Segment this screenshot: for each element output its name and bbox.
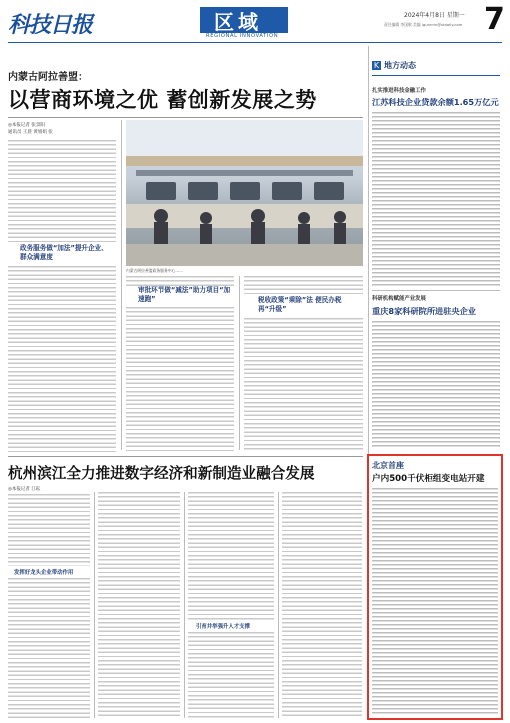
lead-col3-text-a xyxy=(244,276,363,294)
credits: 责任编辑 李国敏 美编 lgunmin@stdaily.com xyxy=(384,22,463,27)
sidebar-rule xyxy=(372,75,500,76)
sidebar-tag: 地方动态 xyxy=(384,61,416,70)
section-subtitle: REGIONAL INNOVATION xyxy=(206,33,279,39)
issue-date: 2024年4月8日 星期一 xyxy=(404,12,465,19)
page-number: 7 xyxy=(484,2,505,37)
bottom-col3-text-b xyxy=(188,632,274,718)
sidebar-tag-icon: K xyxy=(373,61,380,70)
col-divider xyxy=(121,120,122,450)
lead-col2-text-b xyxy=(126,307,234,452)
col-divider xyxy=(239,276,240,450)
section-title: 区域 xyxy=(214,10,262,34)
bottom-col1-text-a xyxy=(8,494,90,566)
col-divider xyxy=(278,492,279,718)
sidebar-divider xyxy=(372,290,500,291)
lead-col1-text-b xyxy=(8,266,116,452)
lead-byline-2: 通讯员 王晨 黄娟娟 张 xyxy=(8,130,53,135)
bottom-byline: ◎本报记者 江耘 xyxy=(8,487,41,492)
bottom-col3-text-a xyxy=(188,492,274,620)
col-divider xyxy=(94,492,95,718)
lead-kicker: 内蒙古阿拉善盟： xyxy=(8,72,88,83)
sidebar-item1-text xyxy=(372,112,500,288)
highlight-title: 户内500千伏柜组变电站开建 xyxy=(372,474,485,484)
lead-col3-text-b xyxy=(244,318,363,452)
bottom-subhead-1: 发挥好龙头企业带动作用 xyxy=(14,570,74,576)
sidebar-item1-kicker: 扎实推进科技金融工作 xyxy=(372,88,426,94)
photo-illustration xyxy=(126,120,363,266)
bottom-col1-text-b xyxy=(8,578,90,718)
photo-caption: 内蒙古阿拉善盟政务服务中心…… xyxy=(126,268,183,273)
lead-col1-text-a xyxy=(8,140,116,242)
bottom-story-rule xyxy=(8,456,363,457)
newspaper-logo: 科技日报 xyxy=(8,13,93,38)
highlight-text xyxy=(372,488,498,716)
sidebar-item2-title: 重庆8家科研院所进驻央企业 xyxy=(372,306,476,316)
lead-photo xyxy=(126,120,363,266)
lead-subhead-3: 税收政策“乘除”法 便民办税再“升级” xyxy=(258,296,342,313)
lead-byline: ◎本报记者 张景阳 xyxy=(8,123,45,128)
lead-headline: 以营商环境之优 蓄创新发展之势 xyxy=(8,88,317,112)
bottom-headline: 杭州滨江全力推进数字经济和新制造业融合发展 xyxy=(8,465,315,482)
lead-col2-text-a xyxy=(126,276,234,286)
sidebar-item2-kicker: 科研机构赋能产业发展 xyxy=(372,296,426,302)
lead-rule xyxy=(8,117,363,118)
bottom-subhead-2: 引育并举强升人才支撑 xyxy=(196,624,250,630)
masthead-rule xyxy=(8,42,502,43)
bottom-col2-text xyxy=(98,492,180,718)
lead-subhead-1: 政务服务做“加法”提升企业、群众满意度 xyxy=(20,244,108,261)
highlight-kicker: 北京首座 xyxy=(372,461,404,470)
sidebar-item1-title: 江苏科技企业贷款余额1.65万亿元 xyxy=(372,97,499,107)
masthead xyxy=(0,0,510,42)
sidebar-item2-text xyxy=(372,321,500,447)
lead-subhead-2: 审批环节做“减法”助力项目“加速跑” xyxy=(138,286,231,303)
col-divider xyxy=(184,492,185,718)
bottom-col4-text xyxy=(282,492,362,718)
